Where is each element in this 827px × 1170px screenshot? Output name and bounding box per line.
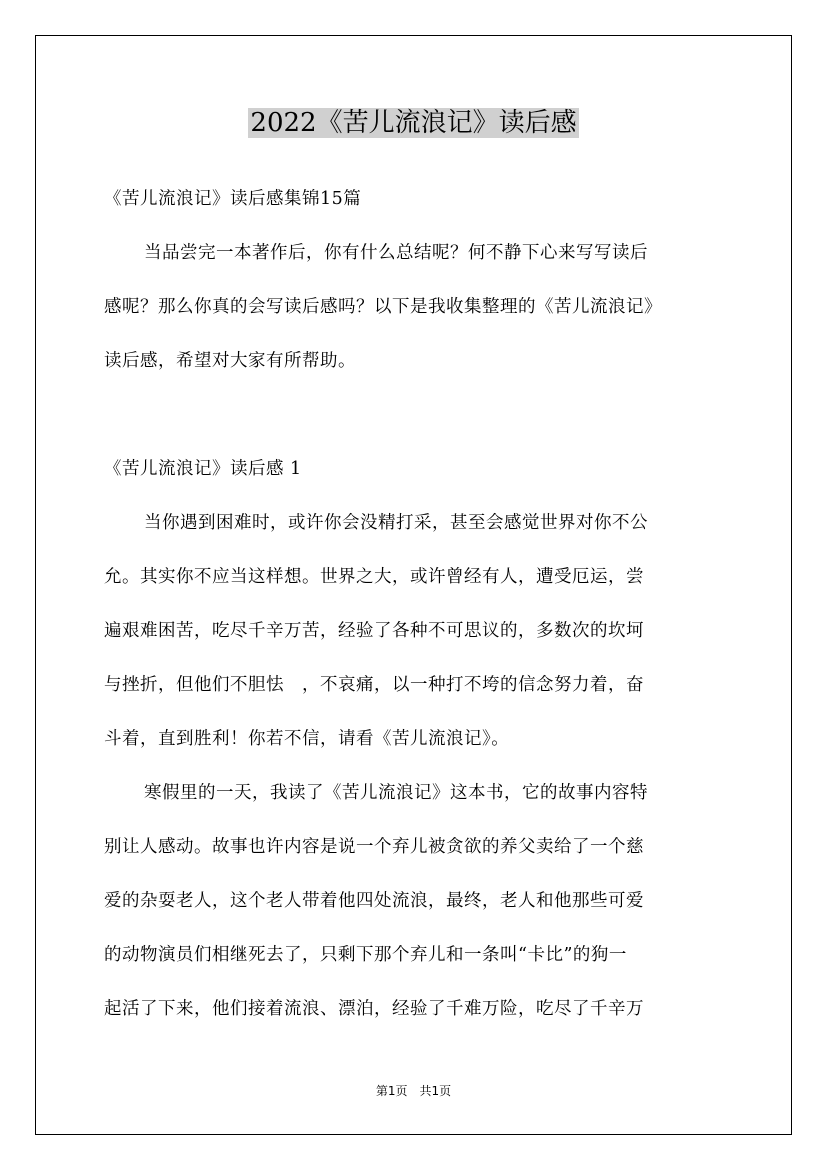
paragraph-line: 遍艰难困苦，吃尽千辛万苦，经验了各种不可思议的，多数次的坎坷 [104, 621, 644, 641]
paragraph-line: 斗着，直到胜利！你若不信，请看《苦儿流浪记》。 [104, 729, 510, 749]
document-subtitle: 《苦儿流浪记》读后感集锦15篇 [104, 189, 362, 209]
intro-line: 读后感，希望对大家有所帮助。 [104, 351, 356, 371]
section-heading: 《苦儿流浪记》读后感 1 [104, 459, 302, 479]
paragraph-line: 起活了下来，他们接着流浪、漂泊，经验了千难万险，吃尽了千辛万 [104, 999, 644, 1019]
paragraph-line: 当你遇到困难时，或许你会没精打采，甚至会感觉世界对你不公 [144, 513, 648, 533]
document-body [104, 172, 740, 1036]
paragraph-line: 寒假里的一天，我读了《苦儿流浪记》这本书，它的故事内容特 [144, 783, 648, 803]
intro-line: 当品尝完一本著作后，你有什么总结呢？何不静下心来写写读后 [144, 243, 648, 263]
paragraph-line: 的动物演员们相继死去了，只剩下那个弃儿和一条叫“卡比”的狗一 [104, 945, 627, 965]
paragraph-line: 与挫折，但他们不胆怯 ，不哀痛，以一种打不垮的信念努力着，奋 [104, 675, 644, 695]
paragraph-line: 别让人感动。故事也许内容是说一个弃儿被贪欲的养父卖给了一个慈 [104, 837, 644, 857]
document-title [0, 104, 827, 142]
document-title-text: 2022《苦儿流浪记》读后感 [250, 108, 577, 138]
paragraph-gap [104, 388, 740, 442]
intro-line: 感呢？那么你真的会写读后感吗？以下是我收集整理的《苦儿流浪记》 [104, 297, 662, 317]
paragraph-line: 允。其实你不应当这样想。世界之大，或许曾经有人，遭受厄运，尝 [104, 567, 644, 587]
page-footer: 第1页 共1页 [375, 1084, 452, 1098]
paragraph-line: 爱的杂耍老人，这个老人带着他四处流浪，最终，老人和他那些可爱 [104, 891, 644, 911]
